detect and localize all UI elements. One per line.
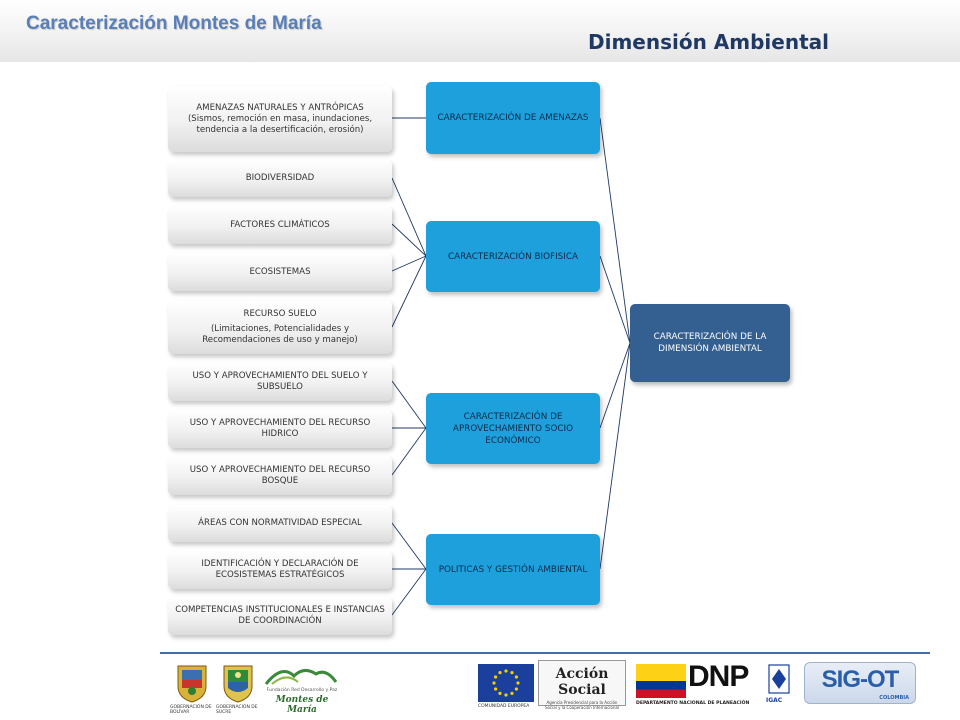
colombia-flag-icon	[636, 664, 686, 698]
item-areas-normatividad	[168, 505, 392, 542]
group-politicas	[426, 534, 600, 605]
connector-uso-bosque	[392, 428, 426, 475]
group-amenazas	[426, 82, 600, 154]
dnp-sub: DEPARTAMENTO NACIONAL DE PLANEACIÓN	[636, 701, 750, 706]
connector-suelo	[392, 256, 426, 327]
item-amenazas-naturales	[168, 86, 392, 152]
item-label: RECURSO SUELO	[243, 308, 317, 319]
item-uso-recurso-hidrico	[168, 410, 392, 448]
group-label: CARACTERIZACIÓN DE AMENAZAS	[437, 113, 589, 123]
connector-group-biofisica	[600, 256, 630, 343]
sigot-logo	[804, 662, 916, 704]
item-label: USO Y APROVECHAMIENTO DEL RECURSO BOSQUE	[189, 464, 371, 486]
item-sub: (Limitaciones, Potencialidades y Recomendaciones de uso y manejo)	[202, 323, 358, 345]
accion-social-sub: Agencia Presidencial para la Acción Social y la Cooperación Internacional	[544, 700, 620, 710]
montes-de-maria-mountains-icon	[264, 662, 338, 686]
group-socioeconomico	[426, 393, 600, 464]
group-label: POLITICAS Y GESTIÓN AMBIENTAL	[438, 564, 588, 575]
item-sub: (Sismos, remoción en masa, inundaciones, tendencia a la desertificación, erosión)	[187, 113, 373, 135]
item-uso-recurso-bosque	[168, 456, 392, 495]
sigot-sub: COLOMBIA	[879, 695, 909, 701]
dnp-title: DNP	[688, 660, 749, 693]
item-label: COMPETENCIAS INSTITUCIONALES E INSTANCIAS DE COORDINACIÓN	[175, 605, 385, 626]
connector-uso-suelo	[392, 381, 426, 428]
item-ecosistemas	[168, 253, 392, 291]
item-label: FACTORES CLIMÁTICOS	[230, 219, 330, 230]
group-biofisica	[426, 221, 600, 292]
connector-factores	[392, 224, 426, 256]
eu-caption: COMUNIDAD EUROPEA	[478, 704, 530, 709]
item-biodiversidad	[168, 160, 392, 197]
sigot-title: SIG-OT	[821, 666, 899, 693]
fundacion-name: Montes de María	[275, 695, 329, 715]
item-label: ECOSISTEMAS	[249, 266, 311, 277]
gobernacion-sucre-crest-icon	[218, 660, 258, 704]
item-competencias-institucionales	[168, 597, 392, 635]
connector-group-politicas	[600, 343, 630, 569]
item-label: IDENTIFICACIÓN Y DECLARACIÓN DE ECOSISTEMAS ESTRATÉGICOS	[201, 559, 359, 580]
gobernacion-bolivar-caption: GOBERNACIÓN DE BOLÍVAR	[170, 705, 212, 715]
group-label: CARACTERIZACIÓN DE APROVECHAMIENTO SOCIO ECONÓMICO	[452, 411, 574, 446]
item-label: BIODIVERSIDAD	[245, 173, 315, 183]
item-label: AMENAZAS NATURALES Y ANTRÓPICAS	[196, 102, 364, 113]
accion-social-title: Acción Social	[555, 666, 609, 698]
item-label: USO Y APROVECHAMIENTO DEL SUELO Y SUBSUELO	[192, 371, 368, 392]
connector-normatividad	[392, 523, 426, 569]
item-uso-suelo-subsuelo	[168, 363, 392, 401]
item-factores-climaticos	[168, 206, 392, 244]
connector-competencias	[392, 569, 426, 615]
accion-social-logo	[538, 660, 626, 710]
gobernacion-sucre-caption: GOBERNACIÓN DE SUCRE	[216, 705, 258, 715]
connector-group-socioeconomico	[600, 343, 630, 428]
igac-label: IGAC	[766, 697, 783, 704]
item-recurso-suelo	[168, 300, 392, 354]
eu-flag-icon	[478, 664, 534, 702]
page-title: Caracterización Montes de María	[26, 13, 322, 34]
group-label: CARACTERIZACIÓN BIOFISICA	[447, 251, 579, 262]
section-title: Dimensión Ambiental	[588, 30, 830, 54]
footer-divider	[160, 652, 930, 654]
item-label: ÁREAS CON NORMATIVIDAD ESPECIAL	[198, 518, 362, 528]
item-label: USO Y APROVECHAMIENTO DEL RECURSO HIDRICO	[189, 418, 371, 439]
connector-ecosistemas	[392, 256, 426, 271]
root-label: CARACTERIZACIÓN DE LA DIMENSIÓN AMBIENTAL	[653, 332, 767, 354]
item-ecosistemas-estrategicos	[168, 551, 392, 589]
connector-biodiversidad	[392, 178, 426, 256]
connector-group-amenazas	[600, 118, 630, 343]
fundacion-caption: Fundación Red Desarrollo y Paz	[266, 688, 338, 693]
root-dimension-ambiental	[630, 304, 790, 382]
gobernacion-bolivar-crest-icon	[172, 660, 212, 704]
igac-emblem-icon	[768, 664, 790, 694]
